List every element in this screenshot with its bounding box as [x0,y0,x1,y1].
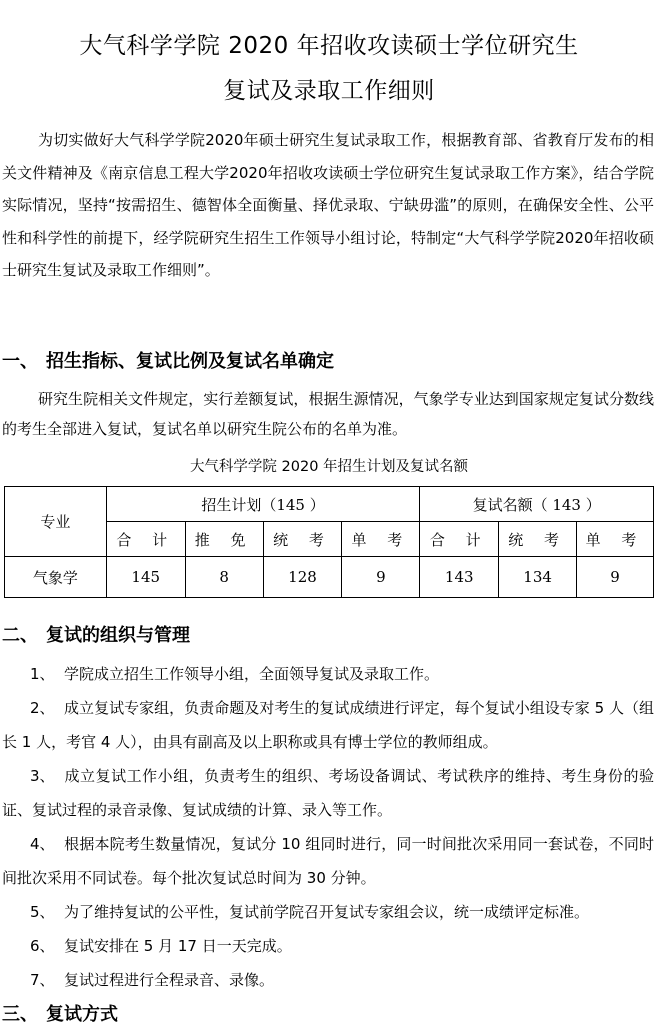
major-cell: 气象学 [5,557,107,598]
section3-number: 三、 [2,1004,38,1025]
enrollment-plan-table [4,486,654,598]
list-item [2,963,654,997]
list-item [2,657,654,691]
list-item-number: 4、 [30,835,55,853]
section2-heading [2,624,190,648]
list-item-number: 5、 [30,903,55,921]
table-row [5,557,654,598]
list-item-text: 复试过程进行全程录音、录像。 [64,971,275,989]
list-item-number: 6、 [30,937,55,955]
list-item-number: 7、 [30,971,55,989]
value-cell: 128 [263,557,342,598]
list-item-text: 成立复试专家组，负责命题及对考生的复试成绩进行评定，每个复试小组设专家 5 人（组长 1 人，考官 4 人），由具有副高及以上职称或具有博士学位的教师组成。 [2,699,654,751]
table-header-row [5,487,654,522]
list-item-text: 为了维持复试的公平性，复试前学院召开复试专家组会议，统一成绩评定标准。 [64,903,590,921]
intro-paragraph: 为切实做好大气科学学院2020年硕士研究生复试录取工作，根据教育部、省教育厅发布的相关文件精神及《南京信息工程大学2020年招收攻读硕士学位研究生复试录取工作方案》，结合学院实际情况，坚持“按需招生、德智体全面衡量、择优录取、宁缺毋滥”的原则，在确保安全性、公平性和科学性的前提下，经学院研究生招生工作领导小组讨论，特制定“大气科学学院2020年招收硕士研究生复试及录取工作细则”。 [2,131,654,279]
enrollment-plan-header: 招生计划（145 ） [106,487,420,522]
subheader-cell: 统 考 [263,522,342,557]
list-item-number: 3、 [30,767,55,785]
section3-heading [2,1003,118,1027]
list-item [2,929,654,963]
table-caption: 大气科学学院 2020 年招生计划及复试名额 [189,459,469,475]
document-title-line1: 大气科学学院 2020 年招收攻读硕士学位研究生 [79,33,579,59]
section2-number: 二、 [2,625,38,646]
list-item-number: 2、 [30,699,55,717]
list-item-text: 根据本院考生数量情况，复试分 10 组同时进行，同一时间批次采用同一套试卷，不同时间批次采用不同试卷。每个批次复试总时间为 30 分钟。 [2,835,654,887]
list-item-number: 1、 [30,665,55,683]
subheader-cell: 合 计 [420,522,499,557]
subheader-cell: 单 考 [342,522,420,557]
section1-paragraph: 研究生院相关文件规定，实行差额复试，根据生源情况，气象学专业达到国家规定复试分数线的考生全部进入复试，复试名单以研究生院公布的名单为准。 [2,390,654,438]
list-item [2,759,654,827]
section1-title: 招生指标、复试比例及复试名单确定 [46,351,334,372]
list-item [2,827,654,895]
value-cell: 9 [577,557,654,598]
document-title-line2: 复试及录取工作细则 [223,78,435,104]
value-cell: 143 [420,557,499,598]
list-item [2,895,654,929]
list-item [2,691,654,759]
subheader-cell: 合 计 [106,522,185,557]
section1-heading [2,350,334,374]
value-cell: 8 [185,557,263,598]
value-cell: 9 [342,557,420,598]
section2-item-list [2,657,654,997]
subheader-cell: 推 免 [185,522,263,557]
list-item-text: 成立复试工作小组，负责考生的组织、考场设备调试、考试秩序的维持、考生身份的验证、复试过程的录音录像、复试成绩的计算、录入等工作。 [2,767,654,819]
section3-title: 复试方式 [46,1004,118,1025]
subheader-cell: 统 考 [499,522,577,557]
subheader-cell: 单 考 [577,522,654,557]
list-item-text: 复试安排在 5 月 17 日一天完成。 [64,937,292,955]
value-cell: 134 [499,557,577,598]
list-item-text: 学院成立招生工作领导小组，全面领导复试及录取工作。 [64,665,440,683]
section1-number: 一、 [2,351,38,372]
section2-title: 复试的组织与管理 [46,625,190,646]
major-header-cell: 专业 [5,487,107,557]
retest-quota-header: 复试名额（ 143 ） [420,487,654,522]
value-cell: 145 [106,557,185,598]
